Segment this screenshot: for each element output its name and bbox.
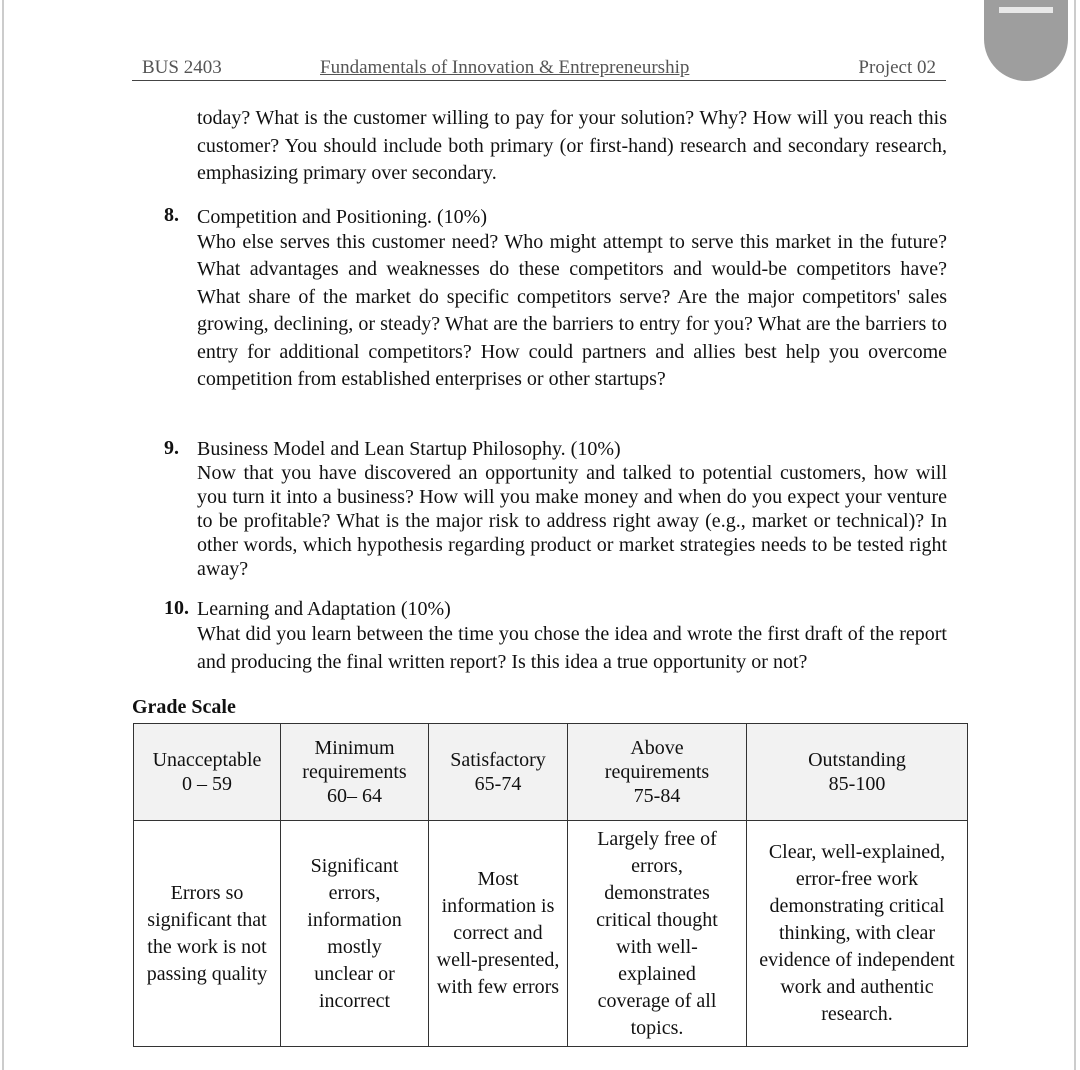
grade-range: 75-84 <box>633 785 681 807</box>
scroll-handle[interactable] <box>984 0 1068 81</box>
grade-name: Satisfactory <box>450 749 546 771</box>
table-header-row <box>134 724 968 821</box>
grade-name: Minimum requirements <box>302 737 407 783</box>
header-cell <box>568 724 747 821</box>
item-title: Business Model and Lean Startup Philosophy. (10%) <box>197 438 621 460</box>
item-number: 8. <box>164 204 179 226</box>
item-body: What did you learn between the time you chose the idea and wrote the first draft of the report and producing the final written report? Is this idea a true opportunity or not? <box>197 623 947 673</box>
course-code: BUS 2403 <box>142 57 222 78</box>
header-cell <box>281 724 429 821</box>
item-body: Now that you have discovered an opportunity and talked to potential customers, how will you turn it into a business? How will you make money and when do you expect your venture to be profitable? What is the major risk to address right away (e.g., market or technical)? In other words, which hypothesis regarding product or market strategies needs to be tested right away? <box>197 462 947 580</box>
table-row <box>134 821 968 1047</box>
grade-name: Above requirements <box>604 737 710 783</box>
item-number: 9. <box>164 437 179 459</box>
description-cell: Clear, well-explained, error-free work demonstrating critical thinking, with clear evidence of independent work and authentic research. <box>747 821 968 1047</box>
page-edge-right <box>1074 0 1076 1070</box>
grade-name: Outstanding <box>808 749 906 771</box>
item-9 <box>197 437 947 581</box>
item-title: Competition and Positioning. (10%) <box>197 206 487 228</box>
grade-range: 60– 64 <box>327 785 382 807</box>
item-8 <box>197 204 947 394</box>
description-cell: Significant errors, information mostly unclear or incorrect <box>281 821 429 1047</box>
header-cell <box>747 724 968 821</box>
item-body: Who else serves this customer need? Who might attempt to serve this market in the future? What advantages and weaknesses do these competitors and would-be competitors have? What share of the market do specific competitors serve? Are the major competitors' sales growing, declining, or steady? What are the barriers to entry for you? What are the barriers to entry for additional competitors? How could partners and allies best help you overcome competition from established enterprises or other startups? <box>197 230 947 390</box>
page-header <box>132 57 946 81</box>
item-10 <box>197 597 947 676</box>
header-cell <box>429 724 568 821</box>
grade-name: Unacceptable <box>152 749 262 771</box>
project-label: Project 02 <box>858 57 936 78</box>
description-cell: Errors so significant that the work is not passing quality <box>134 821 281 1047</box>
course-title: Fundamentals of Innovation & Entrepreneurship <box>320 57 690 78</box>
page-edge-left <box>2 0 4 1070</box>
description-cell: Most information is correct and well-presented, with few errors <box>429 821 568 1047</box>
intro-paragraph: today? What is the customer willing to pay for your solution? Why? How will you reach this customer? You should include both primary (or first-hand) research and secondary research, emphasizing primary over secondary. <box>197 107 947 184</box>
grade-scale-table <box>133 723 968 1047</box>
description-cell: Largely free of errors, demonstrates critical thought with well-explained coverage of all topics. <box>568 821 747 1047</box>
grade-range: 65-74 <box>474 773 522 795</box>
handle-grip-icon <box>999 7 1053 13</box>
grade-range: 0 – 59 <box>182 773 232 795</box>
item-title: Learning and Adaptation (10%) <box>197 598 451 620</box>
header-cell <box>134 724 281 821</box>
grade-scale-title: Grade Scale <box>132 696 236 718</box>
grade-range: 85-100 <box>828 773 886 795</box>
item-number: 10. <box>164 597 189 619</box>
